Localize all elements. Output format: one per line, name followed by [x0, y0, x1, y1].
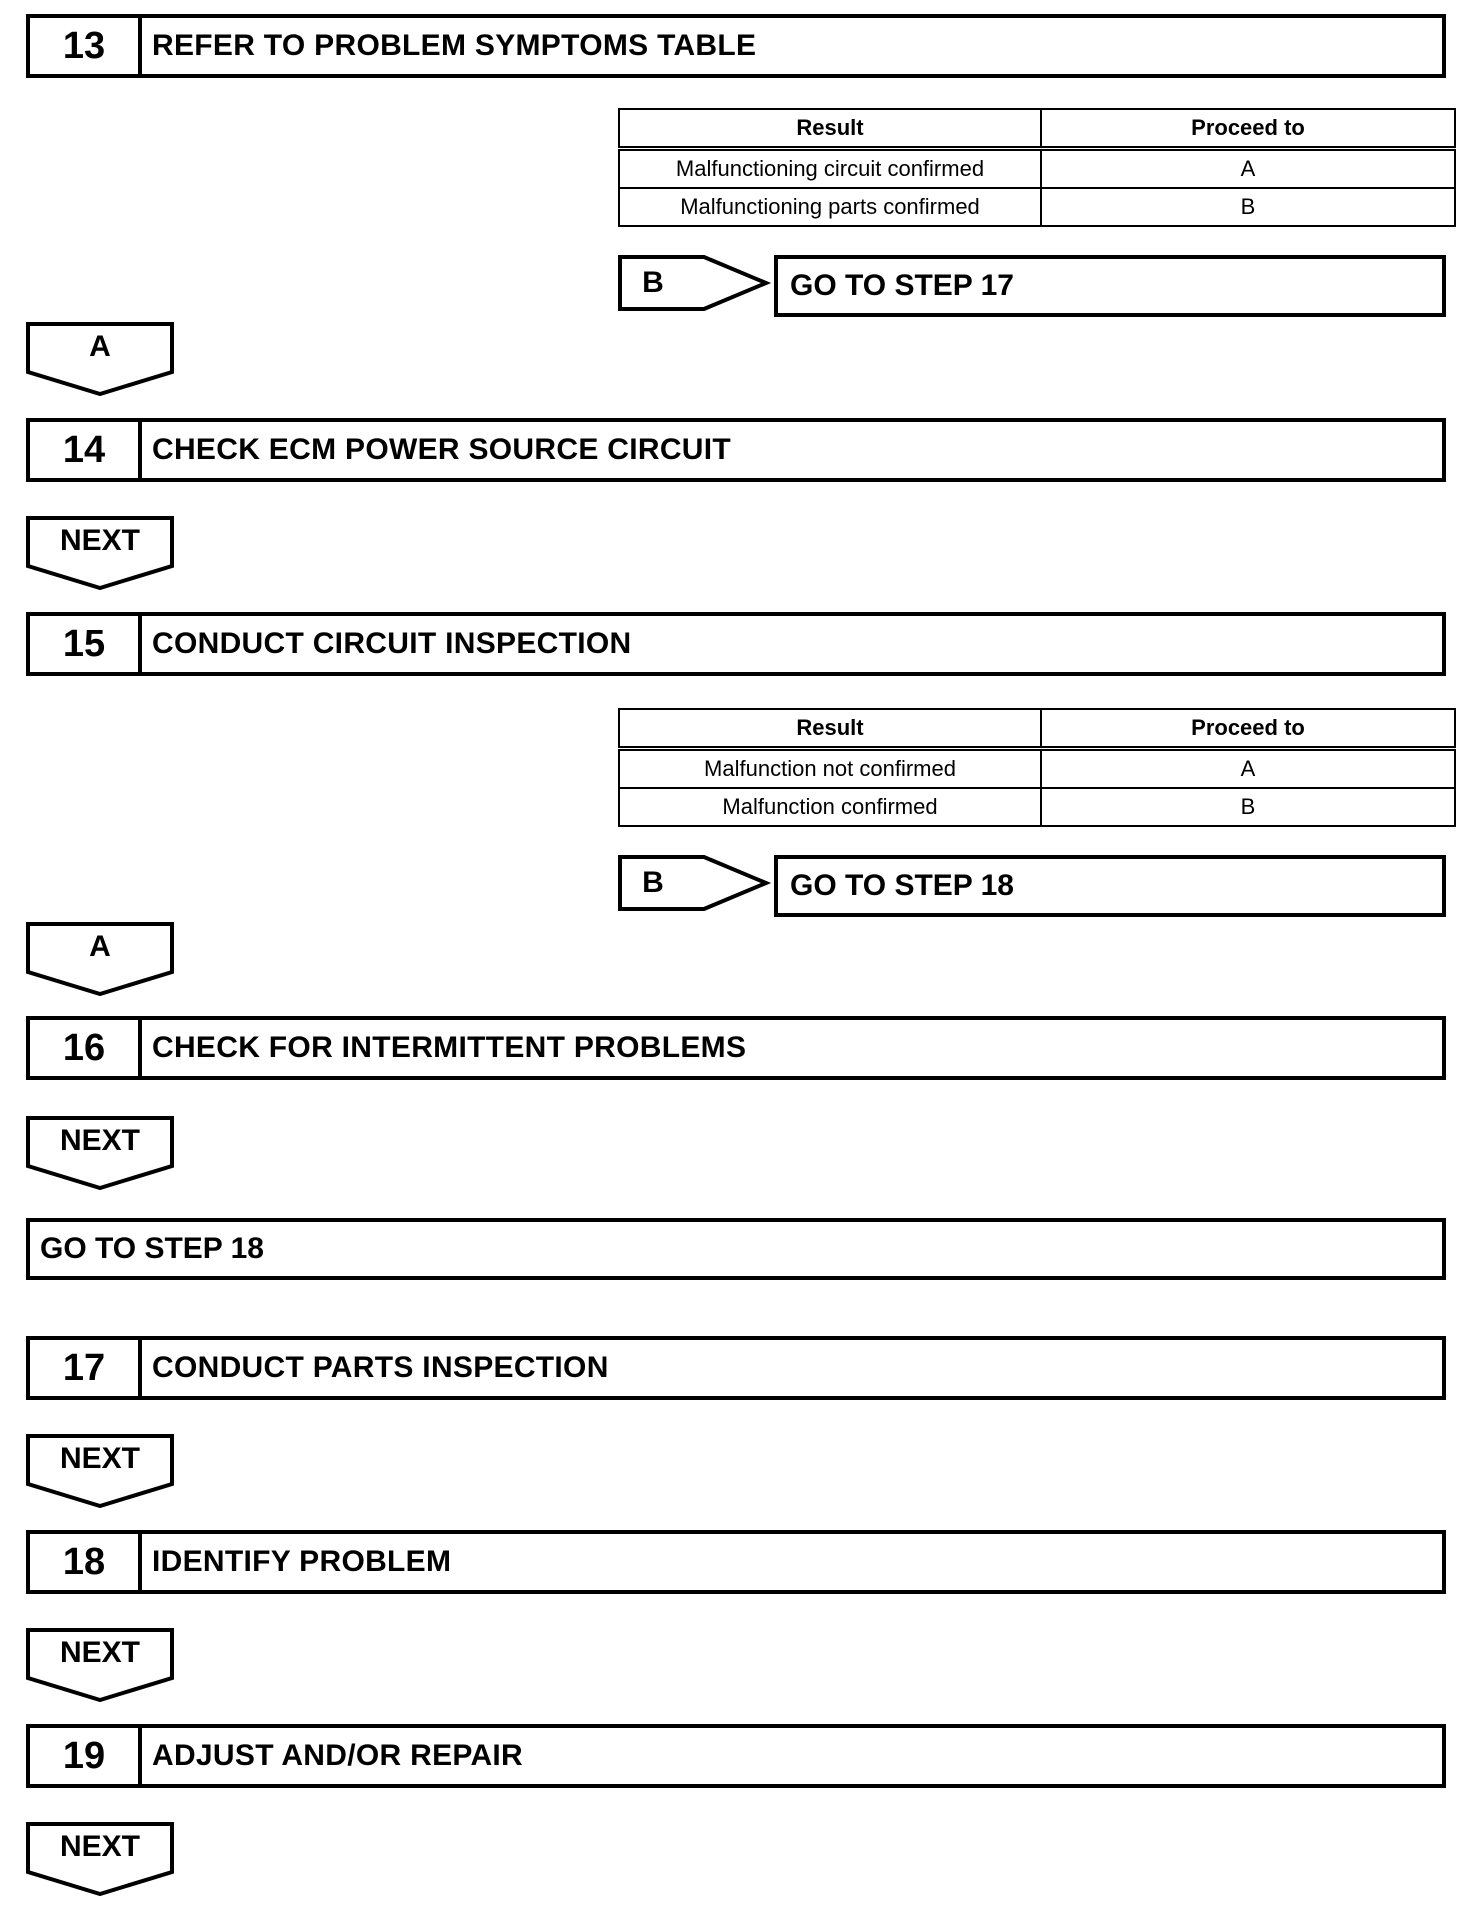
- branch-b-step-18: [618, 855, 1446, 921]
- table-header-row: [619, 709, 1455, 749]
- table-cell-proceed: A: [1041, 749, 1455, 789]
- step-number: 13: [30, 18, 142, 74]
- arrow-next-3: [26, 1434, 174, 1508]
- arrow-label: NEXT: [59, 1442, 140, 1475]
- arrow-next-4: [26, 1628, 174, 1702]
- step-title: REFER TO PROBLEM SYMPTOMS TABLE: [152, 29, 757, 62]
- step-18-box: [26, 1530, 1446, 1594]
- step-title: CONDUCT CIRCUIT INSPECTION: [152, 627, 632, 660]
- step-15-box: [26, 612, 1446, 676]
- table-header-proceed: Proceed to: [1041, 709, 1455, 749]
- arrow-label: NEXT: [59, 1124, 140, 1157]
- result-table-step-15: [618, 708, 1456, 827]
- step-number: 19: [30, 1728, 142, 1784]
- table-cell-proceed: B: [1041, 788, 1455, 826]
- step-number: 18: [30, 1534, 142, 1590]
- step-13-box: [26, 14, 1446, 78]
- result-table-step-13: [618, 108, 1456, 227]
- arrow-a-1: [26, 322, 174, 396]
- step-17-box: [26, 1336, 1446, 1400]
- table-header-result: Result: [619, 709, 1041, 749]
- table-cell-result: Malfunctioning parts confirmed: [619, 188, 1041, 226]
- arrow-label: A: [89, 930, 111, 963]
- branch-b-step-17: [618, 255, 1446, 321]
- goto-step-box: GO TO STEP 18: [774, 855, 1446, 917]
- arrow-a-2: [26, 922, 174, 996]
- table-cell-result: Malfunction not confirmed: [619, 749, 1041, 789]
- arrow-label: NEXT: [59, 1636, 140, 1669]
- table-header-result: Result: [619, 109, 1041, 149]
- arrow-label: NEXT: [59, 1830, 140, 1863]
- step-number: 15: [30, 616, 142, 672]
- arrow-label: A: [89, 330, 111, 363]
- step-number: 14: [30, 422, 142, 478]
- step-number: 16: [30, 1020, 142, 1076]
- step-title: CHECK ECM POWER SOURCE CIRCUIT: [152, 433, 732, 466]
- step-number: 17: [30, 1340, 142, 1396]
- arrow-next-5: [26, 1822, 174, 1896]
- table-cell-result: Malfunctioning circuit confirmed: [619, 149, 1041, 189]
- goto-step-18-box: GO TO STEP 18: [26, 1218, 1446, 1280]
- arrow-next-2: [26, 1116, 174, 1190]
- step-14-box: [26, 418, 1446, 482]
- table-row: [619, 188, 1455, 226]
- table-row: [619, 149, 1455, 189]
- table-header-proceed: Proceed to: [1041, 109, 1455, 149]
- arrow-next-1: [26, 516, 174, 590]
- branch-label: B: [642, 866, 664, 899]
- step-title: CHECK FOR INTERMITTENT PROBLEMS: [152, 1031, 747, 1064]
- table-cell-proceed: A: [1041, 149, 1455, 189]
- step-19-box: [26, 1724, 1446, 1788]
- branch-label: B: [642, 266, 664, 299]
- table-row: [619, 788, 1455, 826]
- goto-step-box: GO TO STEP 17: [774, 255, 1446, 317]
- arrow-label: NEXT: [59, 524, 140, 557]
- table-cell-result: Malfunction confirmed: [619, 788, 1041, 826]
- step-title: ADJUST AND/OR REPAIR: [152, 1739, 524, 1772]
- table-row: [619, 749, 1455, 789]
- step-title: CONDUCT PARTS INSPECTION: [152, 1351, 609, 1384]
- step-title: IDENTIFY PROBLEM: [152, 1545, 452, 1578]
- table-header-row: [619, 109, 1455, 149]
- step-16-box: [26, 1016, 1446, 1080]
- table-cell-proceed: B: [1041, 188, 1455, 226]
